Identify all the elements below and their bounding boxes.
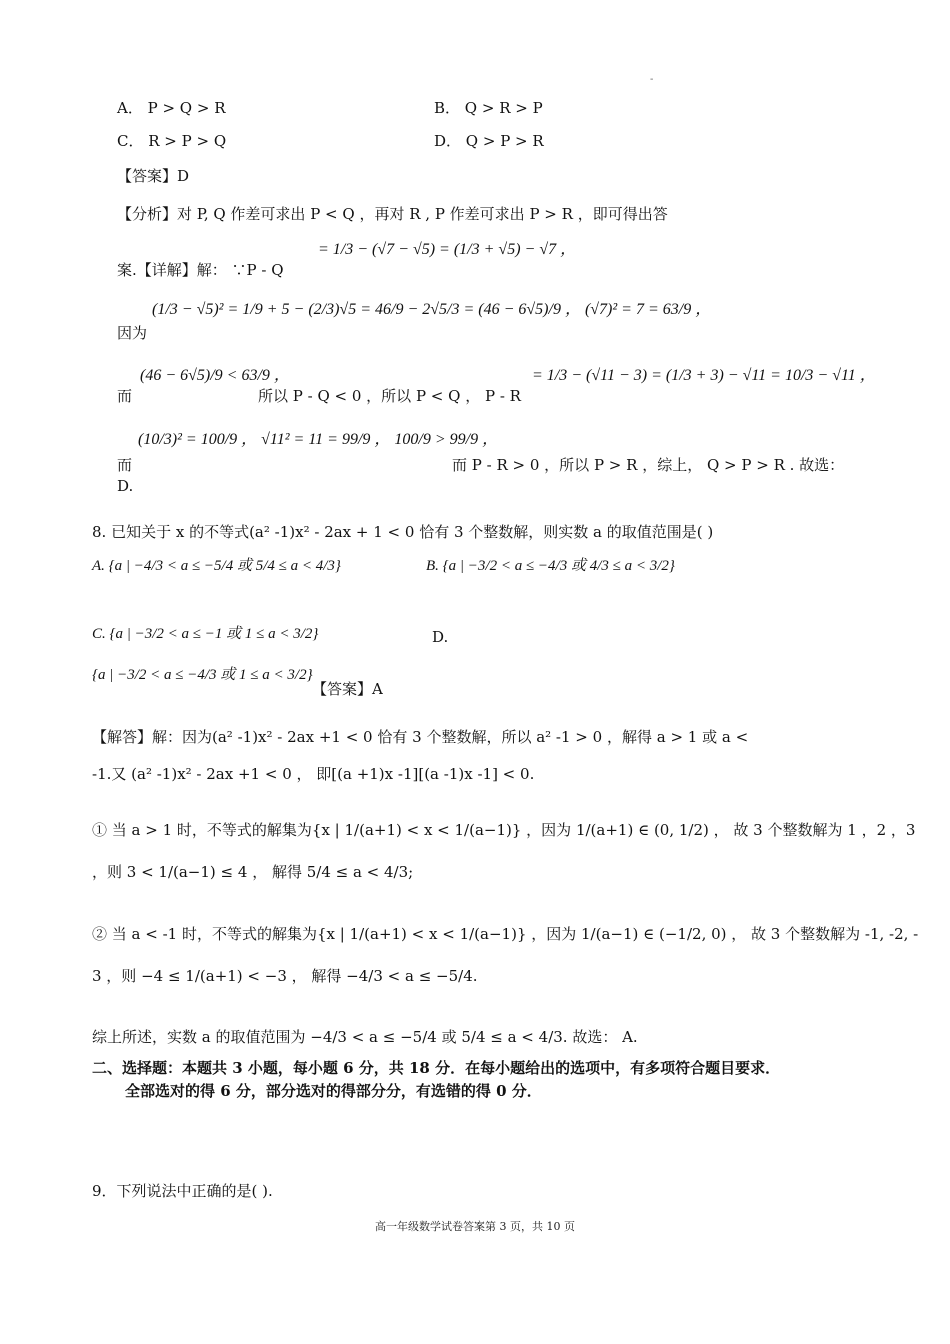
- q8-case2-line2: 3 ，则 −4 ≤ 1/(a+1) < −3 ， 解得 −4/3 < a ≤ −5/4.: [92, 967, 478, 985]
- q7-answer: 【答案】D: [117, 167, 190, 185]
- q7-compare2: (10/3)² = 100/9 ， √11² = 11 = 99/9 ， 100/9 > 99/9 ，: [138, 431, 499, 448]
- section2-heading: 二、选择题：本题共 3 小题，每小题 6 分，共 18 分．在每小题给出的选项中，有多项符合题目要求．: [92, 1059, 781, 1077]
- q7-option-c: C． R > P > Q: [117, 132, 227, 150]
- q8-case1-line1: ① 当 a > 1 时，不等式的解集为{x | 1/(a+1) < x < 1/(a−1)} ，因为 1/(a+1) ∈ (0, 1/2) ， 故 3 个整数解为 1 ，2 ，3: [92, 821, 916, 839]
- q8-case1-line2: ，则 3 < 1/(a−1) ≤ 4 ， 解得 5/4 ≤ a < 4/3;: [92, 863, 414, 881]
- q7-sofar1: 所以 P - Q < 0 ，所以 P < Q ， P - R: [258, 387, 521, 405]
- q7-final: D.: [117, 477, 134, 495]
- q8-summary: 综上所述，实数 a 的取值范围为 −4/3 < a ≤ −5/4 或 5/4 ≤ a < 4/3. 故选： A.: [92, 1028, 638, 1046]
- q8-option-b: B. {a | −3/2 < a ≤ −4/3 或 4/3 ≤ a < 3/2}: [426, 558, 675, 574]
- q7-detail-expr: = 1/3 − (√7 − √5) = (1/3 + √5) − √7 ，: [318, 241, 577, 258]
- q7-conclusion: 而 P - R > 0 ，所以 P > R ，综上， Q > P > R . 故选：: [452, 456, 845, 474]
- page-mark: -: [650, 74, 654, 85]
- q7-analysis: 【分析】对 P, Q 作差可求出 P < Q ，再对 R , P 作差可求出 P > R ，即可得出答: [117, 205, 668, 223]
- q7-because-expr: (1/3 − √5)² = 1/9 + 5 − (2/3)√5 = 46/9 − 2√5/3 = (46 − 6√5)/9 ， (√7)² = 7 = 63/9 ，: [152, 301, 712, 318]
- q8-option-a: A. {a | −4/3 < a ≤ −5/4 或 5/4 ≤ a < 4/3}: [92, 558, 341, 574]
- q7-because-label: 因为: [117, 324, 148, 342]
- q7-pr-expr: = 1/3 − (√11 − 3) = (1/3 + 3) − √11 = 10/3 − √11 ，: [532, 367, 876, 384]
- q8-solution-line2: -1.又 (a² -1)x² - 2ax +1 < 0 ， 即[(a +1)x -1][(a -1)x -1] < 0.: [92, 765, 535, 783]
- q7-option-d: D． Q > P > R: [434, 132, 544, 150]
- q7-detail-prefix: 案.【详解】解： ∵P - Q: [117, 261, 284, 279]
- q7-option-a: A． P > Q > R: [117, 99, 226, 117]
- q8-stem: 8. 已知关于 x 的不等式(a² -1)x² - 2ax + 1 < 0 恰有 3 个整数解，则实数 a 的取值范围是( ): [92, 523, 714, 541]
- q7-option-b: B． Q > R > P: [434, 99, 543, 117]
- page-footer: 高一年级数学试卷答案第 3 页，共 10 页: [375, 1220, 575, 1233]
- q8-option-d-body: {a | −3/2 < a ≤ −4/3 或 1 ≤ a < 3/2}: [92, 667, 313, 683]
- q8-option-d: D.: [432, 628, 449, 646]
- q8-option-c: C. {a | −3/2 < a ≤ −1 或 1 ≤ a < 3/2}: [92, 626, 319, 642]
- q7-and-label: 而: [117, 387, 133, 405]
- q8-answer: 【答案】A: [312, 680, 383, 698]
- q9-stem: 9．下列说法中正确的是( ).: [92, 1182, 273, 1200]
- q8-solution-line1: 【解答】解：因为(a² -1)x² - 2ax +1 < 0 恰有 3 个整数解，所以 a² -1 > 0 ，解得 a > 1 或 a <: [92, 728, 749, 746]
- q8-case2-line1: ② 当 a < -1 时，不等式的解集为{x | 1/(a+1) < x < 1/(a−1)} ，因为 1/(a−1) ∈ (−1/2, 0) ， 故 3 个整数解为 -1, -2, -: [92, 925, 919, 943]
- section2-heading-cont: 全部选对的得 6 分，部分选对的得部分分，有选错的得 0 分．: [125, 1082, 542, 1100]
- q7-compare1: (46 − 6√5)/9 < 63/9 ，: [140, 367, 290, 384]
- q7-and-label2: 而: [117, 456, 133, 474]
